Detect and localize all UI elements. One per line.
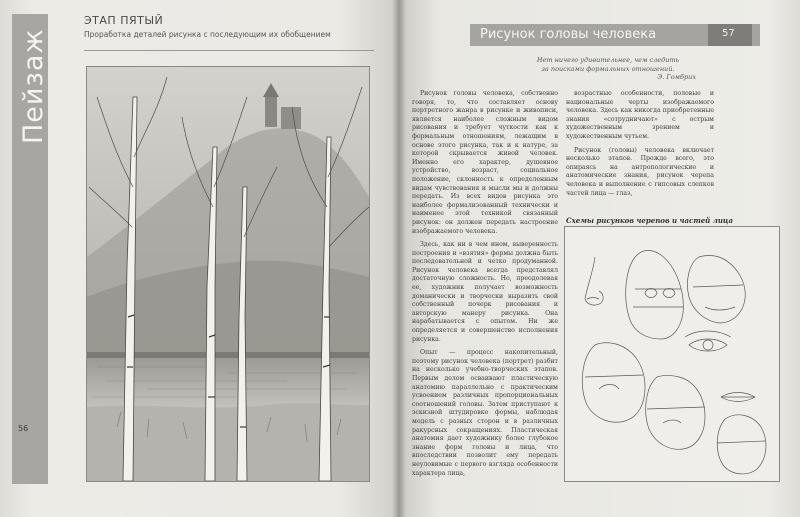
section-tab xyxy=(12,14,48,484)
epigraph xyxy=(508,56,708,82)
figure-caption: Схемы рисунков черепов и частей лица xyxy=(566,216,734,225)
book-gutter xyxy=(392,0,406,517)
left-page-number: 56 xyxy=(18,424,29,433)
epigraph-line-2: за поисками формальных отношений. xyxy=(541,64,675,73)
text-column-1 xyxy=(412,90,558,510)
right-page-number: 57 xyxy=(722,28,735,39)
landscape-drawing xyxy=(86,66,370,482)
left-page xyxy=(0,0,398,517)
stage-header xyxy=(84,10,374,60)
paragraph: Рисунок (головы) человека включает несколько этапов. Прежде всего, это опираясь на антропологические и анатомические знания, рисунок черепа человека и выполнение с гипсовых слепков частей лица — глаз, xyxy=(566,146,714,197)
epigraph-author: Э. Гомбрих xyxy=(657,73,696,81)
stage-subtitle: Проработка деталей рисунка с последующим их обобщением xyxy=(84,30,331,39)
skull-sketches-art xyxy=(565,227,779,481)
right-page-number-box xyxy=(708,24,752,46)
paragraph: Рисунок головы человека, собственно говоря, то, что составляет основу портретного жанра в рисунке и живописи, является наиболее сложным видом рисования и требует чуткости как к формальным отношениям, лежащим в основе этого рисунка, так и к натуре, за которой скрывается живой человек. Именно его характер, душевное устройство, возраст, социальное положение, склонность к определенным видам чувствования и мысли мы и должны передать. Из всех видов рисунка это наиболее формализованный технически и наименее этой техникой связанный рисунок: он должен передать настроение изображаемого человека. xyxy=(412,90,558,235)
right-page xyxy=(398,0,800,517)
paragraph: Опыт — процесс накопительный, поэтому рисунок человека (портрет) разбит на несколько учебно-творческих этапов. Первым делом осваивают пластическую анатомию параллельно с практическим усвоением различных пропорциональных соотношений головы. Затем приступают к эскизной штудировке формы, наблюдая модель с разных сторон и в различных ракурсных сокращениях. Пластическая анатомия дает художнику более глубокое знание форм головы и лица, что впоследствии позволит ему передать неуловимые с первого взгляда особенности характера лица, xyxy=(412,349,558,477)
landscape-drawing-art xyxy=(87,67,369,481)
paragraph: возрастные особенности, половые и национальные черты изображаемого человека. Здесь как никогда приобретенные знания «сотрудничают» с острым художественным зрением и художественным чутьем. xyxy=(566,90,714,140)
section-tab-label: Пейзаж xyxy=(18,28,49,144)
stage-title: ЭТАП ПЯТЫЙ xyxy=(84,14,164,27)
text-column-2 xyxy=(566,90,714,208)
skull-sketches-figure xyxy=(564,226,780,482)
chapter-title: Рисунок головы человека xyxy=(480,27,657,42)
header-divider xyxy=(84,50,374,51)
epigraph-line-1: Нет ничего удивительнее, чем следить xyxy=(536,56,680,64)
paragraph: Здесь, как ни в чем ином, выверенность построения и «взятия» формы должна быть последовательной и четко продуманной. Рисунок человека всегда представлял достаточную сложность. Но, преодолевая ее, художник получает возможность доманически и творчески выразить свой собственный почерк рисования и авторскую манеру рисунка. Она нарабатывается с опытом. Ни же определяется и совершенство исполнения рисунка. xyxy=(412,241,558,343)
